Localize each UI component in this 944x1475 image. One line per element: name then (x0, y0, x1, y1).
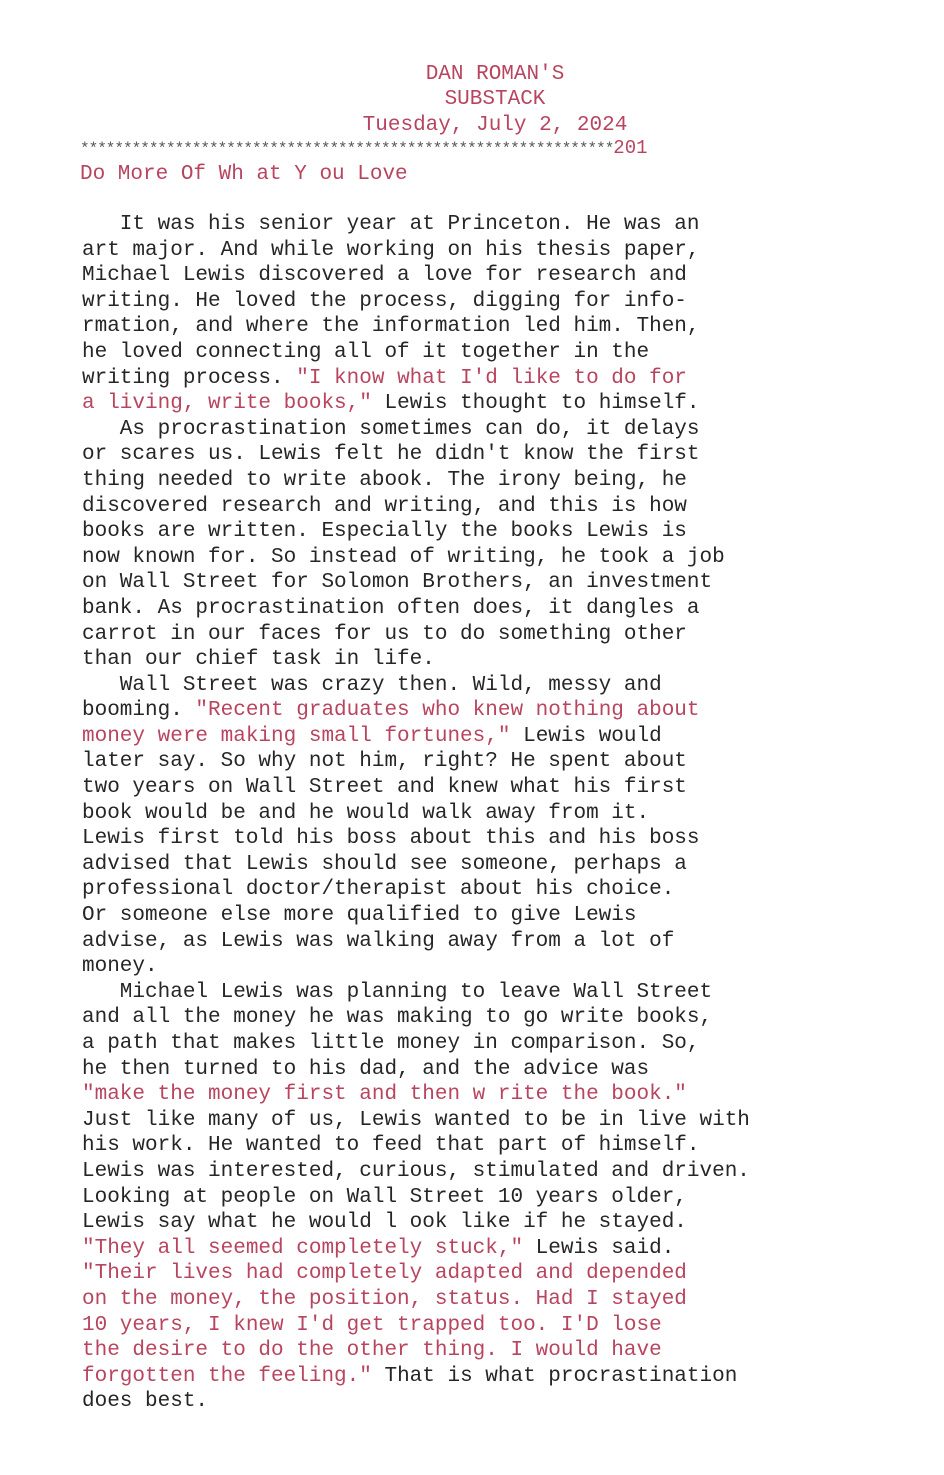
text-line (82, 724, 932, 750)
text-line (82, 1313, 932, 1339)
text-line (82, 519, 932, 545)
body-text: art major. And while working on his thesis paper, (82, 238, 700, 262)
body-text: professional doctor/therapist about his choice. (82, 878, 675, 902)
text-line (82, 1210, 932, 1236)
body-text: advised that Lewis should see someone, perhaps a (82, 852, 687, 876)
issue-number: 201 (613, 138, 648, 159)
body-text: It was his senior year at Princeton. He was an (82, 213, 700, 236)
body-text: money. (82, 955, 158, 979)
text-line (82, 545, 932, 571)
body-text: books are written. Especially the books Lewis is (82, 520, 687, 544)
body-text: bank. As procrastination often does, it dangles a (82, 596, 700, 620)
quote-text: the desire to do the other thing. I would have (82, 1339, 662, 1363)
text-line (82, 1236, 932, 1262)
body-text: Or someone else more qualified to give Lewis (82, 904, 637, 928)
quote-text: forgotten the feeling." (82, 1364, 372, 1388)
body-text: book would be and he would walk away from it. (82, 801, 650, 825)
text-line (82, 391, 932, 417)
quote-text: "They all seemed completely stuck," (82, 1236, 524, 1260)
quote-text: "I know what I'd like to do for (296, 366, 687, 390)
quote-text: 10 years, I knew I'd get trapped too. I'D lose (82, 1313, 662, 1337)
text-line (82, 954, 932, 980)
body-text: That is what procrastination (371, 1364, 738, 1388)
body-text: booming. (82, 699, 196, 723)
text-line (82, 417, 932, 443)
text-line (82, 1005, 932, 1031)
text-line (82, 1057, 932, 1083)
text-line (82, 212, 932, 238)
header-date: Tuesday, July 2, 2024 (362, 114, 628, 137)
text-line (82, 340, 932, 366)
body-text: two years on Wall Street and knew what his first (82, 776, 687, 800)
body-text: Lewis would (510, 724, 662, 748)
body-text: he then turned to his dad, and the advice was (82, 1057, 650, 1081)
text-line (82, 698, 932, 724)
body-text: Lewis thought to himself. (371, 392, 700, 416)
text-line (82, 494, 932, 520)
text-line (82, 1364, 932, 1390)
body-text: he loved connecting all of it together in the (82, 340, 650, 364)
text-line (82, 775, 932, 801)
article-title: Do More Of Wh at Y ou Love (80, 163, 408, 186)
text-line (82, 801, 932, 827)
text-line (82, 1159, 932, 1185)
text-line (82, 826, 932, 852)
text-line (82, 1389, 932, 1415)
text-line (82, 622, 932, 648)
text-line (82, 366, 932, 392)
body-text: later say. So why not him, right? He spent about (82, 750, 687, 774)
quote-text: "Recent graduates who knew nothing about (195, 699, 700, 723)
body-text: on Wall Street for Solomon Brothers, an investment (82, 571, 713, 595)
body-text: Looking at people on Wall Street 10 years older, (82, 1185, 687, 1209)
body-text: than our chief task in life. (82, 648, 435, 672)
text-line (82, 1031, 932, 1057)
quote-text: a living, write books," (82, 392, 372, 416)
divider-stars: ************************************************************** (80, 140, 614, 158)
text-line (82, 596, 932, 622)
body-text: or scares us. Lewis felt he didn't know the first (82, 443, 700, 467)
body-text: now known for. So instead of writing, he took a job (82, 545, 725, 569)
text-line (82, 647, 932, 673)
text-line (82, 877, 932, 903)
body-text: discovered research and writing, and this is how (82, 494, 687, 518)
text-line (82, 903, 932, 929)
text-line (82, 929, 932, 955)
text-line (82, 442, 932, 468)
body-text: Michael Lewis discovered a love for research and (82, 264, 687, 288)
article-body (82, 212, 932, 1415)
body-text: carrot in our faces for us to do something other (82, 622, 687, 646)
body-text: Lewis was interested, curious, stimulated and driven. (82, 1159, 750, 1183)
body-text: Just like many of us, Lewis wanted to be in live with (82, 1108, 750, 1132)
body-text: writing. He loved the process, digging for info- (82, 289, 687, 313)
star-divider (80, 138, 840, 159)
body-text: a path that makes little money in comparison. So, (82, 1032, 700, 1055)
text-line (82, 570, 932, 596)
body-text: As procrastination sometimes can do, it delays (82, 417, 700, 441)
body-text: advise, as Lewis was walking away from a lot of (82, 929, 675, 953)
text-line (82, 1108, 932, 1134)
body-text: does best. (82, 1390, 209, 1414)
text-line (82, 1338, 932, 1364)
text-line (82, 749, 932, 775)
text-line (82, 980, 932, 1006)
body-text: Lewis said. (523, 1236, 675, 1260)
text-line (82, 1185, 932, 1211)
header-publication: SUBSTACK (444, 88, 546, 111)
quote-text: on the money, the position, status. Had I stayed (82, 1287, 687, 1311)
text-line (82, 1287, 932, 1313)
header-author: DAN ROMAN'S (425, 63, 565, 86)
text-line (82, 314, 932, 340)
quote-text: "make the money first and then w rite the book." (82, 1083, 687, 1107)
text-line (82, 852, 932, 878)
text-line (82, 1261, 932, 1287)
quote-text: "Their lives had completely adapted and depended (82, 1262, 687, 1286)
text-line (82, 468, 932, 494)
text-line (82, 1082, 932, 1108)
text-line (82, 263, 932, 289)
body-text: and all the money he was making to go write books, (82, 1006, 713, 1030)
body-text: Wall Street was crazy then. Wild, messy and (82, 673, 662, 697)
text-line (82, 289, 932, 315)
text-line (82, 238, 932, 264)
body-text: rmation, and where the information led him. Then, (82, 315, 700, 339)
body-text: Michael Lewis was planning to leave Wall Street (82, 980, 713, 1004)
quote-text: money were making small fortunes," (82, 724, 511, 748)
body-text: Lewis say what he would l ook like if he stayed. (82, 1211, 687, 1235)
body-text: Lewis first told his boss about this and his boss (82, 827, 700, 851)
text-line (82, 673, 932, 699)
body-text: writing process. (82, 366, 297, 390)
body-text: thing needed to write abook. The irony being, he (82, 468, 687, 492)
text-line (82, 1133, 932, 1159)
body-text: his work. He wanted to feed that part of himself. (82, 1134, 700, 1158)
